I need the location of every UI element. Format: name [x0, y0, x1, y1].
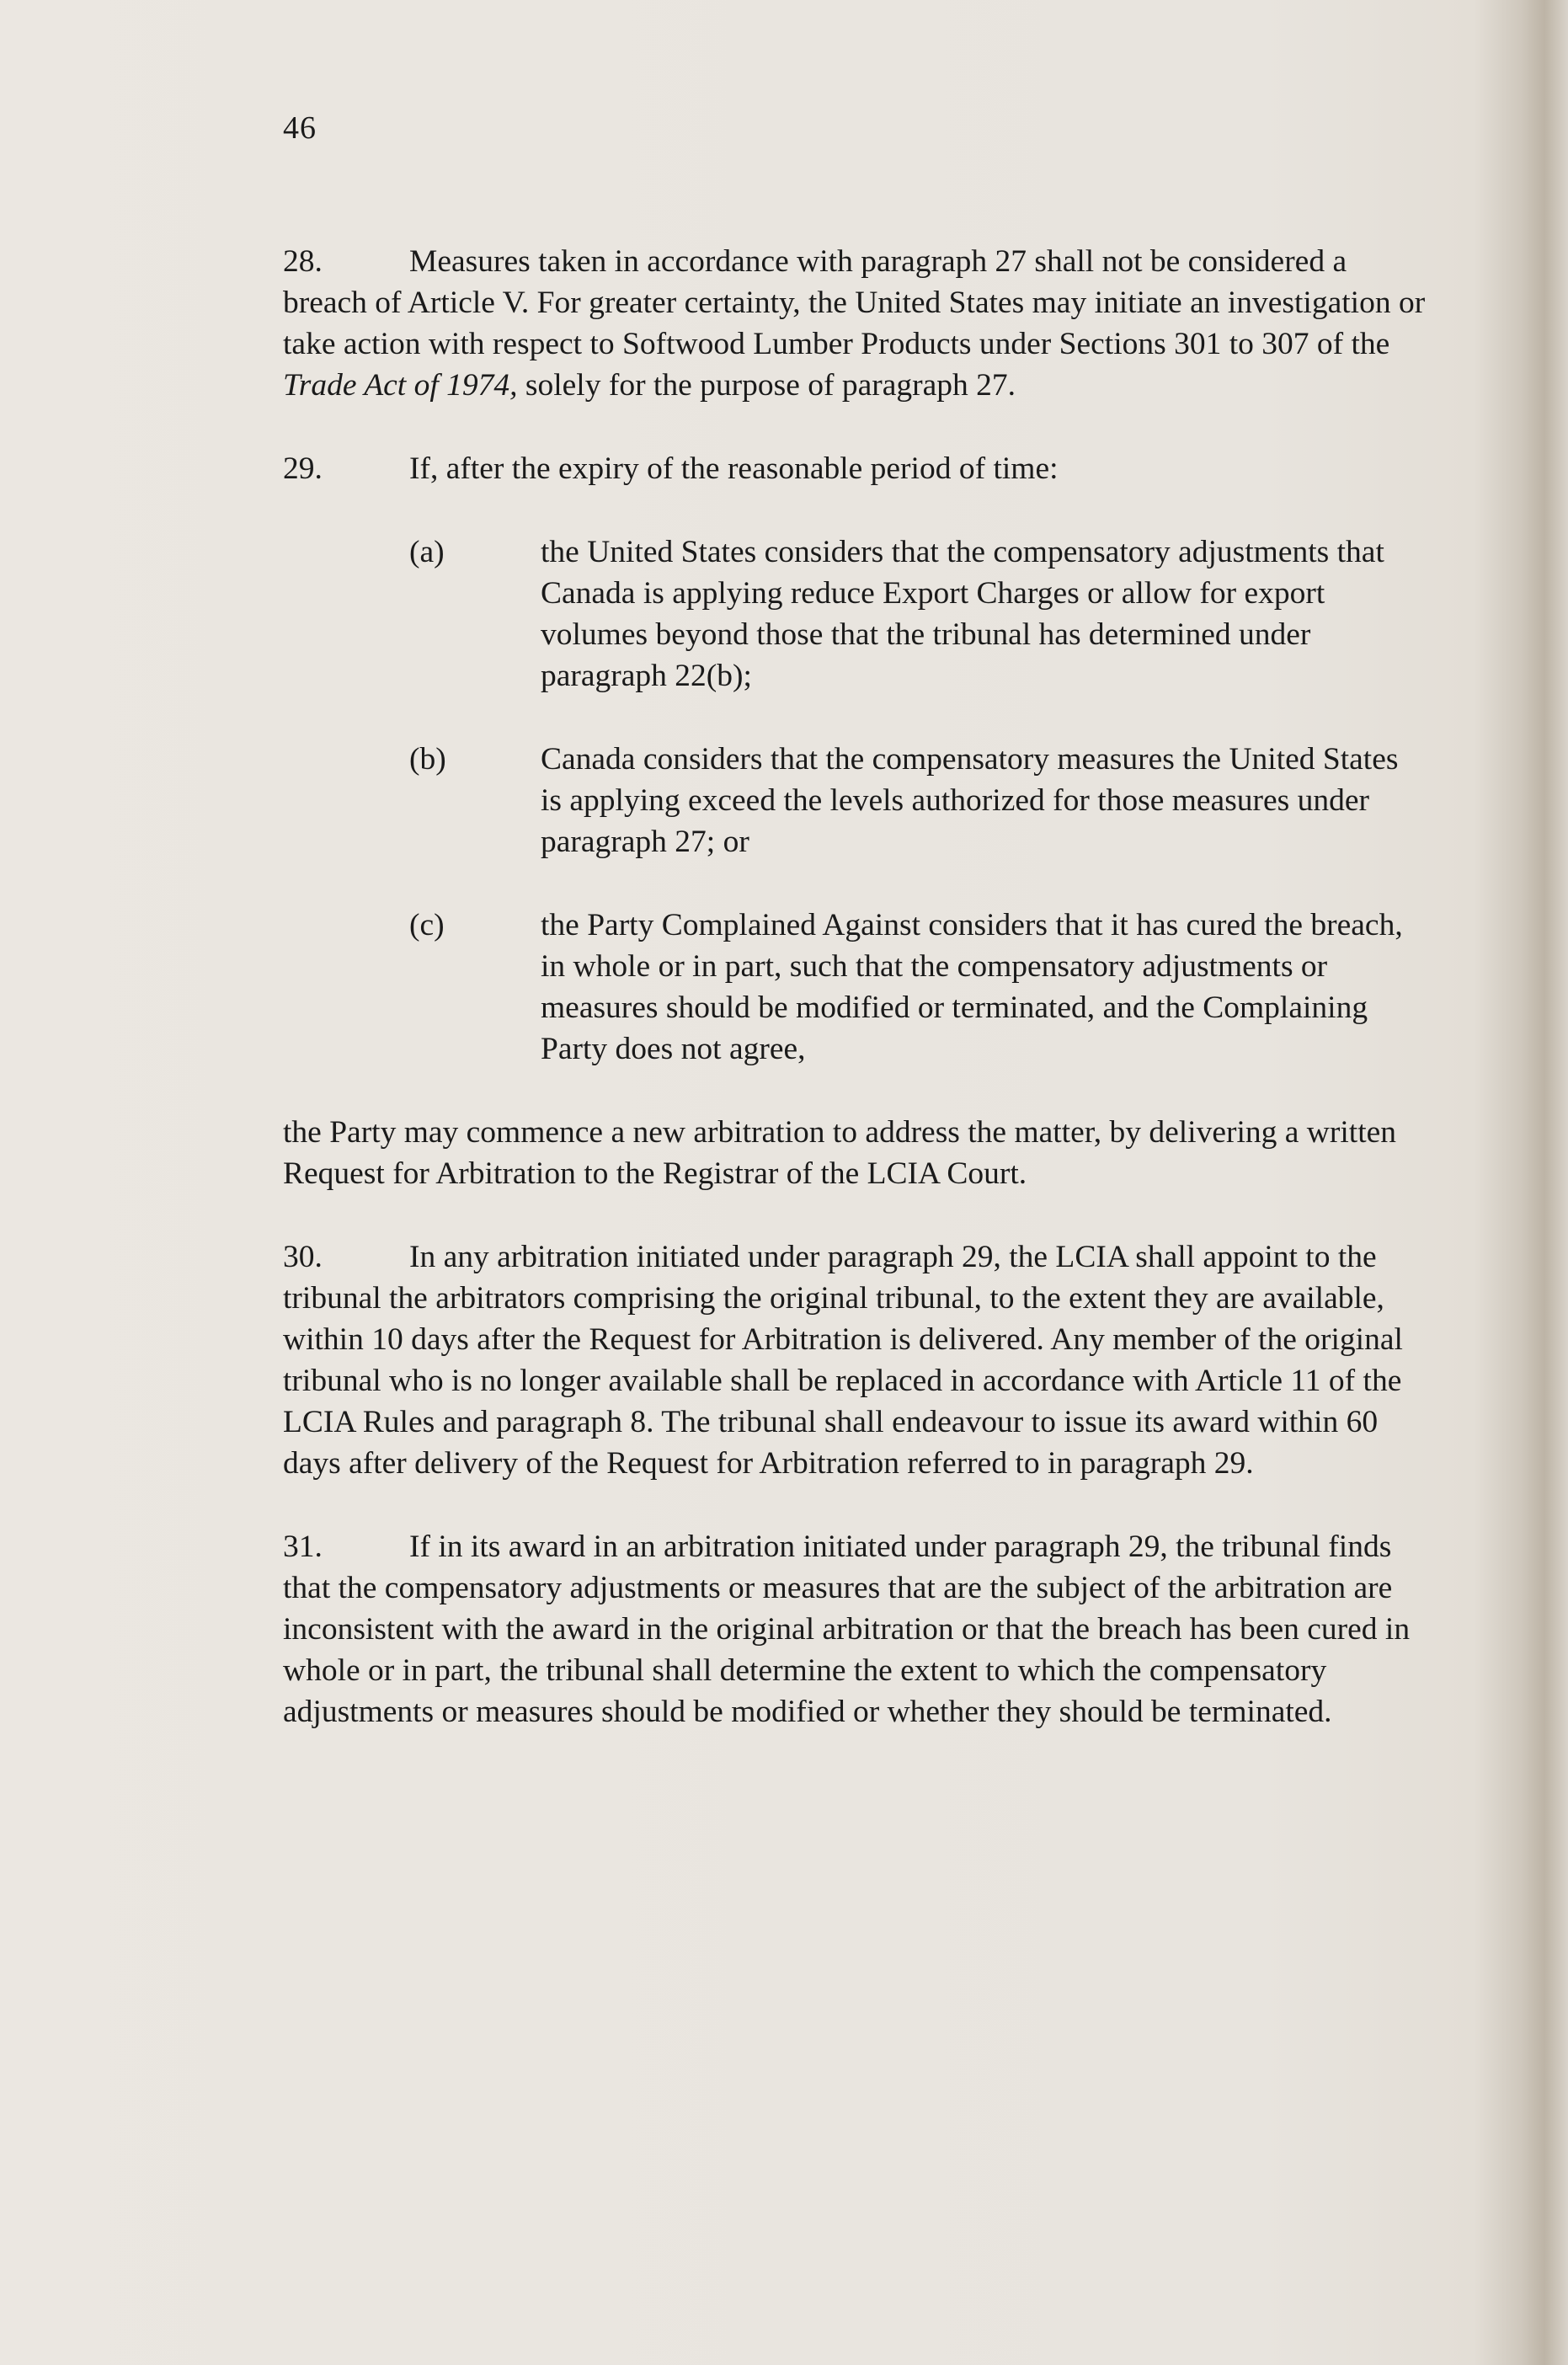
subparagraph-text: the United States considers that the compensatory adjustments that Canada is applying reduce Export Charges or allow for export volumes beyond those that the tribunal has determined under paragraph 22(b);: [541, 535, 1384, 693]
paragraph-30: [283, 1236, 1437, 1484]
subparagraph-c: [283, 905, 1437, 1070]
paragraph-text: solely for the purpose of paragraph 27.: [517, 368, 1016, 403]
act-title: Trade Act of 1974,: [283, 368, 518, 403]
subparagraph-b: [283, 739, 1437, 862]
paragraph-number: 28.: [283, 244, 323, 279]
paragraph-number: 31.: [283, 1530, 323, 1564]
subparagraph-list: [283, 531, 1437, 1070]
subparagraph-label: (a): [409, 535, 445, 569]
paragraph-text: If in its award in an arbitration initiated under paragraph 29, the tribunal finds that the compensatory adjustments or measures that are the subject of the arbitration are inconsistent with the award in the original arbitration or that the breach has been cured in whole or in part, the tribunal shall determine the extent to which the compensatory adjustments or measures should be modified or whether they should be terminated.: [283, 1530, 1411, 1729]
subparagraph-a: [283, 531, 1437, 697]
paragraph-text: Measures taken in accordance with paragraph 27 shall not be considered a breach of Article V. For greater certainty, the United States may initiate an investigation or take action with respect to Softwood Lumber Products under Sections 301 to 307 of the: [283, 244, 1426, 361]
subparagraph-label: (b): [409, 742, 446, 777]
paragraph-text: In any arbitration initiated under paragraph 29, the LCIA shall appoint to the tribunal the arbitrators comprising the original tribunal, to the extent they are available, within 10 days after the Request for Arbitration is delivered. Any member of the original tribunal who is no longer available shall be replaced in accordance with Article 11 of the LCIA Rules and paragraph 8. The tribunal shall endeavour to issue its award within 60 days after delivery of the Request for Arbitration referred to in paragraph 29.: [283, 1240, 1403, 1481]
paragraph-29-intro: [283, 448, 1437, 489]
paragraph-number: 30.: [283, 1240, 323, 1274]
paragraph-31: [283, 1526, 1437, 1732]
subparagraph-text: Canada considers that the compensatory measures the United States is applying exceed the levels authorized for those measures under paragraph 27; or: [541, 742, 1399, 859]
paragraph-28: [283, 241, 1437, 406]
paragraph-text: If, after the expiry of the reasonable period of time:: [409, 451, 1059, 486]
subparagraph-text: the Party Complained Against considers that it has cured the breach, in whole or in part, such that the compensatory adjustments or measures should be modified or terminated, and the Complaining Party does not agree,: [541, 908, 1403, 1066]
paragraph-number: 29.: [283, 451, 323, 486]
paragraph-29-conclusion: the Party may commence a new arbitration to address the matter, by delivering a written Request for Arbitration to the Registrar of the LCIA Court.: [283, 1115, 1397, 1191]
document-body: [283, 241, 1437, 1775]
subparagraph-label: (c): [409, 908, 445, 942]
page-number: 46: [283, 110, 317, 146]
